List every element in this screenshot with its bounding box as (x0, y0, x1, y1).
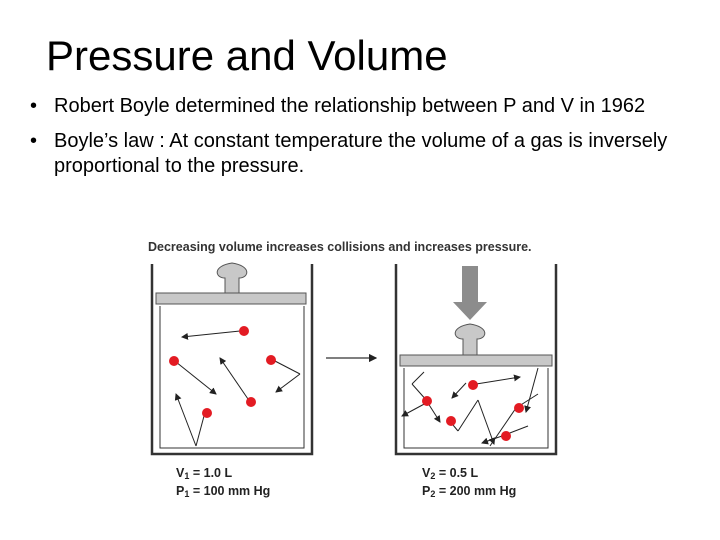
bullet-text: Robert Boyle determined the relationship between P and V in 1962 (54, 95, 646, 117)
piston-plate-right (400, 355, 552, 366)
bullet-list (30, 94, 690, 189)
figure-caption: Decreasing volume increases collisions and increases pressure. (148, 240, 532, 254)
bullet-item (30, 129, 690, 179)
molecules-left (169, 326, 300, 446)
bullet-item (30, 94, 690, 119)
pressure-readout-left: $P_1 = 100$ mm Hg (176, 484, 271, 499)
pressure-readout-right: $P_2 = 200$ mm Hg (422, 484, 517, 499)
container-right (396, 264, 556, 454)
bullet-marker: • (30, 95, 38, 117)
gas-molecule (468, 380, 478, 390)
push-down-arrow (453, 266, 487, 320)
gas-molecule (501, 431, 511, 441)
slide-title: Pressure and Volume (46, 32, 448, 79)
gas-molecule (266, 355, 276, 365)
bullet-text: Boyle’s law : At constant temperature the volume of a gas is inversely proportional to the pressure. (54, 130, 668, 177)
gas-molecule (246, 397, 256, 407)
state-label-left (176, 466, 270, 502)
volume-readout-right: $V_2 = 0.5$ L (422, 466, 479, 481)
piston-plate-left (156, 293, 306, 304)
state-label-right (422, 466, 516, 502)
piston-knob-left (217, 263, 247, 293)
gas-molecule (422, 396, 432, 406)
gas-molecule (169, 356, 179, 366)
bullet-marker: • (30, 130, 38, 152)
boyles-law-figure (140, 236, 570, 506)
gas-molecule (514, 403, 524, 413)
piston-knob-right (455, 324, 485, 355)
volume-readout-left: $V_1 = 1.0$ L (176, 466, 233, 481)
molecules-right (402, 368, 538, 446)
gas-molecule (202, 408, 212, 418)
gas-molecule (446, 416, 456, 426)
gas-molecule (239, 326, 249, 336)
